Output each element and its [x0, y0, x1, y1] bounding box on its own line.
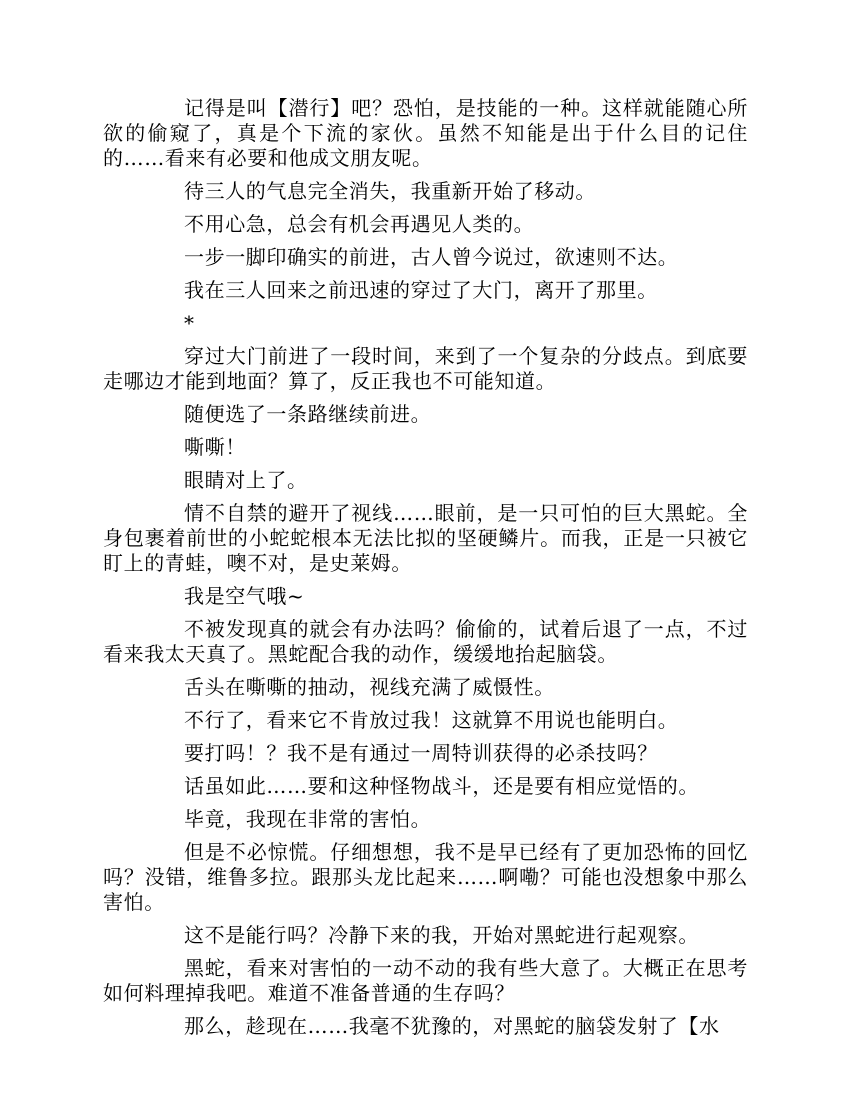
- paragraph: 但是不必惊慌。仔细想想，我不是早已经有了更加恐怖的回忆吗？没错，维鲁多拉。跟那头龙比起来……啊嘞？可能也没想象中那么害怕。: [103, 840, 748, 914]
- paragraph: 待三人的气息完全消失，我重新开始了移动。: [184, 179, 596, 203]
- paragraph: 记得是叫【潜行】吧？恐怕，是技能的一种。这样就能随心所欲的偷窥了，真是个下流的家伙。虽然不知能是出于什么目的记住的……看来有必要和他成文朋友呢。: [103, 96, 748, 170]
- paragraph: 舌头在嘶嘶的抽动，视线充满了威慑性。: [184, 675, 555, 699]
- section-separator: *: [184, 311, 195, 335]
- paragraph: 要打吗！？我不是有通过一周特训获得的必杀技吗？: [184, 741, 658, 765]
- paragraph: 不行了，看来它不肯放过我！这就算不用说也能明白。: [184, 708, 679, 732]
- paragraph: 这不是能行吗？冷静下来的我，开始对黑蛇进行起观察。: [184, 923, 699, 947]
- paragraph: 一步一脚印确实的前进，古人曾今说过，欲速则不达。: [184, 245, 679, 269]
- paragraph: 不用心急，总会有机会再遇见人类的。: [184, 212, 535, 236]
- paragraph: 那么，趁现在……我毫不犹豫的，对黑蛇的脑袋发射了【水: [184, 1014, 720, 1038]
- paragraph: 随便选了一条路继续前进。: [184, 402, 432, 426]
- paragraph: 毕竟，我现在非常的害怕。: [184, 807, 432, 831]
- paragraph: 我在三人回来之前迅速的穿过了大门，离开了那里。: [184, 278, 658, 302]
- paragraph: 眼睛对上了。: [184, 468, 308, 492]
- paragraph: 我是空气哦~: [184, 584, 305, 608]
- paragraph: 黑蛇，看来对害怕的一动不动的我有些大意了。大概正在思考如何料理掉我吧。难道不准备普通的生存吗？: [103, 956, 748, 1005]
- paragraph: 嘶嘶！: [184, 435, 246, 459]
- paragraph: 情不自禁的避开了视线……眼前，是一只可怕的巨大黑蛇。全身包裹着前世的小蛇蛇根本无法比拟的坚硬鳞片。而我，正是一只被它盯上的青蛙，噢不对，是史莱姆。: [103, 501, 748, 575]
- paragraph: 穿过大门前进了一段时间，来到了一个复杂的分歧点。到底要走哪边才能到地面？算了，反正我也不可能知道。: [103, 344, 748, 393]
- document-page: [103, 96, 748, 1047]
- paragraph: 话虽如此……要和这种怪物战斗，还是要有相应觉悟的。: [184, 774, 699, 798]
- paragraph: 不被发现真的就会有办法吗？偷偷的，试着后退了一点，不过看来我太天真了。黑蛇配合我的动作，缓缓地抬起脑袋。: [103, 617, 748, 666]
